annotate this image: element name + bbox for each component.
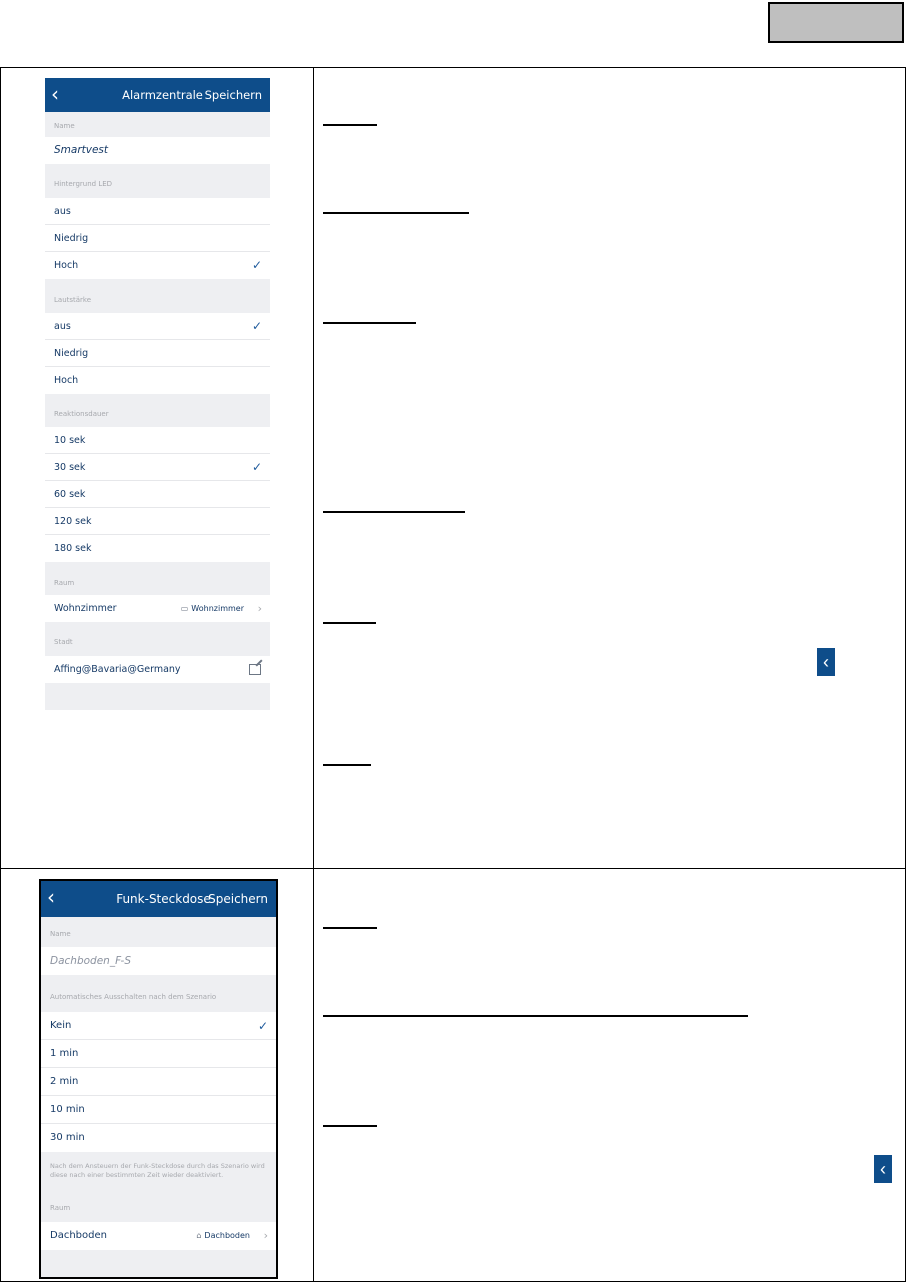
- option-row[interactable]: [45, 198, 270, 225]
- table-row-divider: [1, 868, 905, 869]
- save-button[interactable]: Speichern: [208, 892, 268, 906]
- option-label: 30 sek: [54, 462, 86, 473]
- option-label: 1 min: [50, 1048, 79, 1059]
- room-row-label: Dachboden: [50, 1230, 107, 1241]
- room-icon: ⌂: [196, 1231, 202, 1240]
- option-label: 10 min: [50, 1104, 85, 1115]
- language-marker-box: [768, 2, 904, 43]
- section-header-room: Raum: [50, 1204, 71, 1212]
- checkmark-icon: ✓: [251, 319, 262, 333]
- section-header-name: Name: [54, 122, 75, 130]
- section-header-auto-off: Automatisches Ausschalten nach dem Szenario: [50, 993, 217, 1001]
- room-row[interactable]: [45, 595, 270, 622]
- heading-underline-4: [323, 511, 465, 513]
- option-label: aus: [54, 206, 71, 217]
- led-option-list: [45, 198, 270, 279]
- room-row-label: Wohnzimmer: [54, 603, 117, 614]
- room-icon: ▭: [180, 604, 189, 613]
- heading-underline-9: [323, 1125, 377, 1127]
- option-label: 120 sek: [54, 516, 92, 527]
- heading-underline-8: [323, 1015, 748, 1017]
- heading-underline-6: [323, 764, 371, 766]
- section-header-reaction: Reaktionsdauer: [54, 410, 109, 418]
- section-header-room: Raum: [54, 579, 75, 587]
- option-label: Niedrig: [54, 233, 89, 244]
- volume-option-list: [45, 313, 270, 394]
- heading-underline-3: [323, 322, 416, 324]
- back-chevron-icon: ‹: [817, 648, 835, 676]
- room-value: [181, 595, 244, 622]
- back-chevron-icon: ‹: [874, 1155, 892, 1183]
- checkmark-icon: ✓: [257, 1019, 268, 1033]
- option-row[interactable]: [41, 1068, 276, 1096]
- option-row[interactable]: [45, 340, 270, 367]
- option-row[interactable]: [45, 313, 270, 340]
- city-row[interactable]: [45, 656, 270, 683]
- section-header-led: Hintergrund LED: [54, 180, 113, 188]
- name-value: Smartvest: [54, 144, 109, 156]
- option-row[interactable]: [45, 481, 270, 508]
- option-row[interactable]: [45, 535, 270, 562]
- option-row[interactable]: [45, 508, 270, 535]
- app-bar: [41, 881, 276, 917]
- room-value: [196, 1222, 250, 1250]
- option-label: aus: [54, 321, 71, 332]
- wireless-socket-settings-screenshot: [39, 879, 278, 1279]
- section-header-name: Name: [50, 930, 71, 938]
- option-row[interactable]: [41, 1012, 276, 1040]
- heading-underline-1: [323, 124, 377, 126]
- heading-underline-5: [323, 622, 376, 624]
- option-row[interactable]: [41, 1096, 276, 1124]
- heading-underline-2: [323, 212, 469, 214]
- option-label: Hoch: [54, 260, 79, 271]
- section-header-volume: Lautstärke: [54, 296, 92, 304]
- option-row[interactable]: [45, 367, 270, 394]
- screen-title: Funk-Steckdose: [116, 892, 211, 906]
- option-label: 60 sek: [54, 489, 86, 500]
- option-label: Hoch: [54, 375, 79, 386]
- option-label: 180 sek: [54, 543, 92, 554]
- option-label: 2 min: [50, 1076, 79, 1087]
- option-label: Kein: [50, 1020, 72, 1031]
- option-label: 30 min: [50, 1132, 85, 1143]
- chevron-right-icon: ›: [257, 602, 262, 615]
- document-table: [0, 67, 906, 1282]
- section-header-city: Stadt: [54, 638, 73, 646]
- option-row[interactable]: [45, 252, 270, 279]
- option-label: Niedrig: [54, 348, 89, 359]
- back-chevron-icon[interactable]: ‹: [47, 885, 55, 909]
- name-field[interactable]: [41, 947, 276, 975]
- chevron-right-icon: ›: [263, 1229, 268, 1242]
- alarm-panel-settings-screenshot: [45, 78, 270, 710]
- checkmark-icon: ✓: [251, 460, 262, 474]
- edit-icon[interactable]: [249, 664, 261, 675]
- checkmark-icon: ✓: [251, 258, 262, 272]
- name-field[interactable]: [45, 137, 270, 164]
- reaction-option-list: [45, 427, 270, 562]
- save-button[interactable]: Speichern: [204, 88, 262, 102]
- room-value-text: Dachboden: [204, 1231, 250, 1240]
- option-row[interactable]: [45, 427, 270, 454]
- option-row[interactable]: [45, 225, 270, 252]
- option-row[interactable]: [41, 1124, 276, 1152]
- auto-off-option-list: [41, 1012, 276, 1152]
- room-row[interactable]: [41, 1222, 276, 1250]
- app-bar: [45, 78, 270, 112]
- back-chevron-icon[interactable]: ‹: [51, 82, 59, 106]
- screen-title: Alarmzentrale: [122, 88, 203, 102]
- option-label: 10 sek: [54, 435, 86, 446]
- city-value: Affing@Bavaria@Germany: [54, 664, 181, 675]
- option-row[interactable]: [41, 1040, 276, 1068]
- name-placeholder: Dachboden_F-S: [50, 955, 131, 967]
- auto-off-note: Nach dem Ansteuern der Funk-Steckdose durch das Szenario wird diese nach einer bestimmten Zeit wieder deaktiviert.: [50, 1162, 265, 1179]
- option-row[interactable]: [45, 454, 270, 481]
- heading-underline-7: [323, 927, 377, 929]
- room-value-text: Wohnzimmer: [191, 604, 244, 613]
- table-column-divider: [313, 68, 314, 1281]
